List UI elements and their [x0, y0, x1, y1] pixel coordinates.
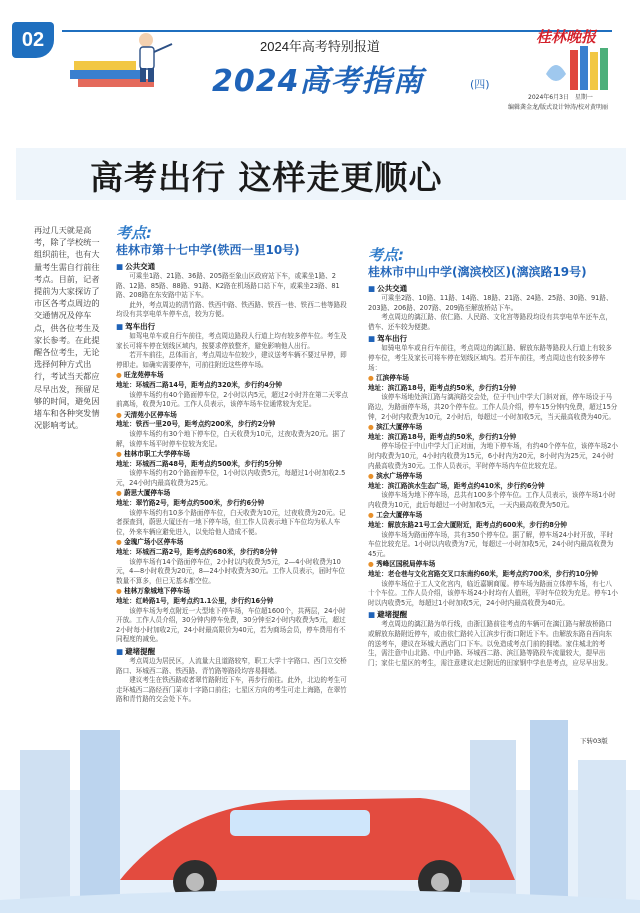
parking-address: 地址：铁西一里20号，距考点约200米，步行约2分钟: [116, 420, 276, 429]
parking-name: ● 桂林市职工大学停车场: [116, 450, 348, 460]
parking-address: 地址：环城西二路2号，距考点约680米，步行约8分钟: [116, 548, 278, 557]
parking-description: 该停车场为地下停车场，总共有100多个停车位。工作人员表示，该停车场1小时内收费为10元，此后每超过一小时加收5元，一天内最高收费为50元。: [368, 491, 616, 509]
parking-description: 该停车场位于工人文化宫内，临近嘉娴商厦。停车场为路面立体停车场，有七八十个车位。工作人员介绍，该停车场24小时均有人值班，平时车位较为充足。停车1小时以内收费5元，每超过1小时加收5元，24小时内最高收费为40元。: [368, 579, 618, 607]
books-illustration: [68, 30, 180, 90]
paragraph: 可乘坐2路、10路、11路、14路、18路、21路、24路、25路、30路、91路、203路、206路、207路、209路至解放桥站下车。: [368, 294, 613, 312]
paragraph: 考点周边的漓江路为单行线，由浙江路前往考点的车辆可在漓江路与解放桥路口或解放东路附近停车，或由依仁路转入江滨步行街口附近下车。由解放东路自西向东的送考车，建议在环城大酒店门口下车。以免造成考点门前的拥堵。家住城北的考生，需注意中山北路、中山中路、环城西二路、滨江路等路段车流量较大，提早出门；家住七星区的考生，需注意建议走过附近的田家钢中学也是考点，应尽早出发。: [368, 620, 612, 667]
parking-address: 地址：解放东路21号工会大厦附近，距考点约600米，步行约8分钟: [368, 521, 567, 530]
parking-description: 该停车场为路面停车场，共有350个停车位。据了解，停车场24小时开放，平时车位比较充足。1小时以内收费为7元，每超过一小时加收5元，24小时内最高收费为45元。: [368, 530, 614, 558]
parking-name: ● 天清苑小区停车场: [116, 411, 348, 421]
issue-date: 2024年6月3日 星期一: [528, 94, 593, 101]
parking-name: ● 金瑰广场小区停车场: [116, 538, 348, 548]
page-number: 02: [12, 22, 54, 58]
city-car-illustration: [0, 630, 640, 913]
parking-description: 该停车场地处滨江路与漓滨路交会处，位于中山中学大门斜对面，停车场设于马路边，为路面停车场，共20个停车位。工作人员介绍，停车15分钟内免费，超过15分钟，2小时内收费为10元，2小时后，每超过一小时加收5元，当天最高收费为40元。: [368, 393, 618, 421]
paragraph: 此外，考点周边的清竹路、铁西中路、铁西路、铁西一巷、铁西二巷等路段均设有共享电单车停车点，较为方便。: [116, 300, 347, 319]
paragraph: 考点周边的漓江路、依仁路、人民路、文化宫等路段均设有共享电单车还车点，借车、还车较为便捷。: [368, 313, 612, 331]
parking-address: 地址：翠竹路2号，距考点约500米，步行约6分钟: [116, 499, 265, 508]
section-part: (四): [470, 78, 490, 91]
article-headline: 高考出行 这样走更顺心: [90, 158, 443, 197]
school-title: 桂林市中山中学(漓滨校区)(漓滨路19号): [368, 265, 587, 279]
parking-name: ● 秀峰区国税局停车场: [368, 560, 618, 570]
paragraph: 若开车前往，总体而言，考点周边车位较少，建议送考车辆不要过早停，即停即走。如确实需要停车，可前往附近这些停车场。: [116, 351, 347, 369]
parking-name: ● 工会大厦停车场: [368, 511, 618, 521]
continued-on-page: 下转03版: [580, 737, 608, 745]
parking-address: 地址：红岭路1号，距考点约1.1公里，步行约16分钟: [116, 597, 274, 605]
parking-name: ● 蔚思大厦停车场: [116, 489, 348, 499]
parking-address: 地址：滨江路18号，距考点约50米，步行约1分钟: [368, 432, 517, 441]
parking-description: 该停车场约有40个路面停车位，2小时以内5元，超过2小时并在第二天零点前离场，收费为10元。工作人员表示，该停车场车位通常较为充足。: [116, 390, 348, 409]
parking-name: ● 江滨停车场: [368, 374, 618, 384]
paragraph: 可乘坐1路、21路、36路、205路至象山区政府站下车，或乘坐1路、2路、12路、85路、88路、91路、K2路在机场路口站下车，或乘坐23路、81路、208路在东安路中站下车。: [116, 272, 340, 300]
paragraph: 如骑电单车或自行车前往，考点周边的漓江路、解放东路等路段人行道上有较多停车位，考生及家长可将车停在划线区域内。若开车前往，考点周边也有较多停车场：: [368, 344, 612, 372]
paragraph: 建议考生在铁西路或者翠竹路附近下车，再步行前往。此外，北边的考生可走环城西二路经西门菜市十字路口前往；七星区方向的考生可走上海路，在翠竹路和青竹路的交会处下车。: [116, 676, 347, 704]
paragraph: 考点周边为居民区，人流量大且道路较窄，职工大学十字路口、西门立交桥路口、环城西二路、铁西路、青竹路等路段均容易拥堵。: [116, 656, 347, 675]
paragraph: 如驾电单车或自行车前往，考点周边路段人行道上均有较多停车位。考生及家长可将车停在划线区域内，按要求停放整齐，避免影响他人出行。: [116, 331, 347, 350]
parking-address: 地址：环城西二路14号，距考点约320米，步行约4分钟: [116, 380, 282, 389]
parking-description: 该停车场约有30个地下停车位，白天收费为10元，过夜收费为20元。据了解，该停车场平时停车位较为充足。: [116, 429, 346, 448]
kaodian-label: 考点:: [116, 224, 152, 242]
parking-description: 停车场位于中山中学大门正对面，为地下停车场，有约40个停车位，该停车场2小时内收费为10元，4小时内收费为15元，6小时内为20元，8小时内为25元，24小时内最高收费为30元。工作人员表示，平时停车场内车位比较充足。: [368, 442, 618, 470]
parking-address: 地址：滨江路18号，距考点约50米，步行约1分钟: [368, 383, 517, 392]
intro-paragraph: 再过几天就是高考，除了学校统一组织前往，也有大量考生需自行前往考点。目前，记者提前为大家探访了市区各考点周边的交通情况及停车点，供各位考生及家长参考。在此提醒各位考生，无论选择何种方式出行，考试当天都应尽早出发，预留足够的时间，避免因堵车和各种突发情况影响考试。: [34, 225, 100, 431]
parking-description: 该停车场有14个路面停车位，2小时以内收费为5元，2—4小时收费为10元，4—8小时收费为20元，8—24小时收费为30元。工作人员表示，届时车位数量不算多，但已无基本都空位。: [116, 557, 345, 585]
section-heading: ■ 避堵提醒: [116, 646, 348, 657]
parking-name: ● 桂林万象城地下停车场: [116, 587, 348, 597]
parking-name: ● 旺龙苑停车场: [116, 371, 348, 381]
section-heading: ■ 驾车出行: [368, 333, 618, 344]
section-heading: ■ 驾车出行: [116, 321, 348, 332]
page-header: [0, 0, 640, 118]
parking-address: 地址：老仓巷与文化宫路交叉口东南约60米，距考点约700米，步行约10分钟: [368, 570, 598, 579]
school-title: 桂林市第十七中学(铁西一里10号): [116, 243, 300, 257]
parking-address: 地址：环城西二路48号，距考点约500米，步行约5分钟: [116, 459, 282, 468]
parking-name: ● 滨江大厦停车场: [368, 423, 618, 433]
parking-description: 该停车场约有10多个路面停车位，白天收费为10元，过夜收费为20元。记者探查到，蔚思大厦还有一地下停车场，但工作人员表示地下车位均为私人车位，外来车辆应避免进入，以免给他人造成不便。: [116, 508, 346, 536]
parking-description: 该停车场为考点附近一大型地下停车场，车位超1600个，共两层，24小时开放。工作人员介绍，30分钟内停车免费，30分钟至2小时内收费为5元，超过2小时每小时加收2元，24小时最高限价为40元，若为商场会员，停车费用有不同程度的减免。: [116, 606, 346, 644]
section-heading: ■ 公共交通: [368, 283, 618, 294]
school-supplies-illustration: [540, 44, 620, 92]
section-heading: ■ 公共交通: [116, 261, 348, 272]
parking-name: ● 滨水广场停车场: [368, 472, 618, 482]
section-title: 2024高考指南: [212, 64, 424, 99]
section-heading: ■ 避堵提醒: [368, 609, 618, 620]
special-report-title: 2024年高考特别报道: [260, 39, 380, 54]
newspaper-logo: 桂林晚报: [536, 28, 597, 46]
column-zhongshan-school: [368, 247, 618, 668]
kaodian-label: 考点:: [368, 246, 404, 264]
parking-address: 地址：滨江路滨水生态广场，距考点约410米，步行约6分钟: [368, 481, 545, 490]
editor-credits: 编辑龚金龙/版式设计钟涛/校对黄明丽: [508, 104, 609, 111]
parking-description: 该停车场约有20个路面停车位，1小时以内收费5元，每超过1小时加收2.5元，24小时内最高收费为25元。: [116, 469, 346, 487]
